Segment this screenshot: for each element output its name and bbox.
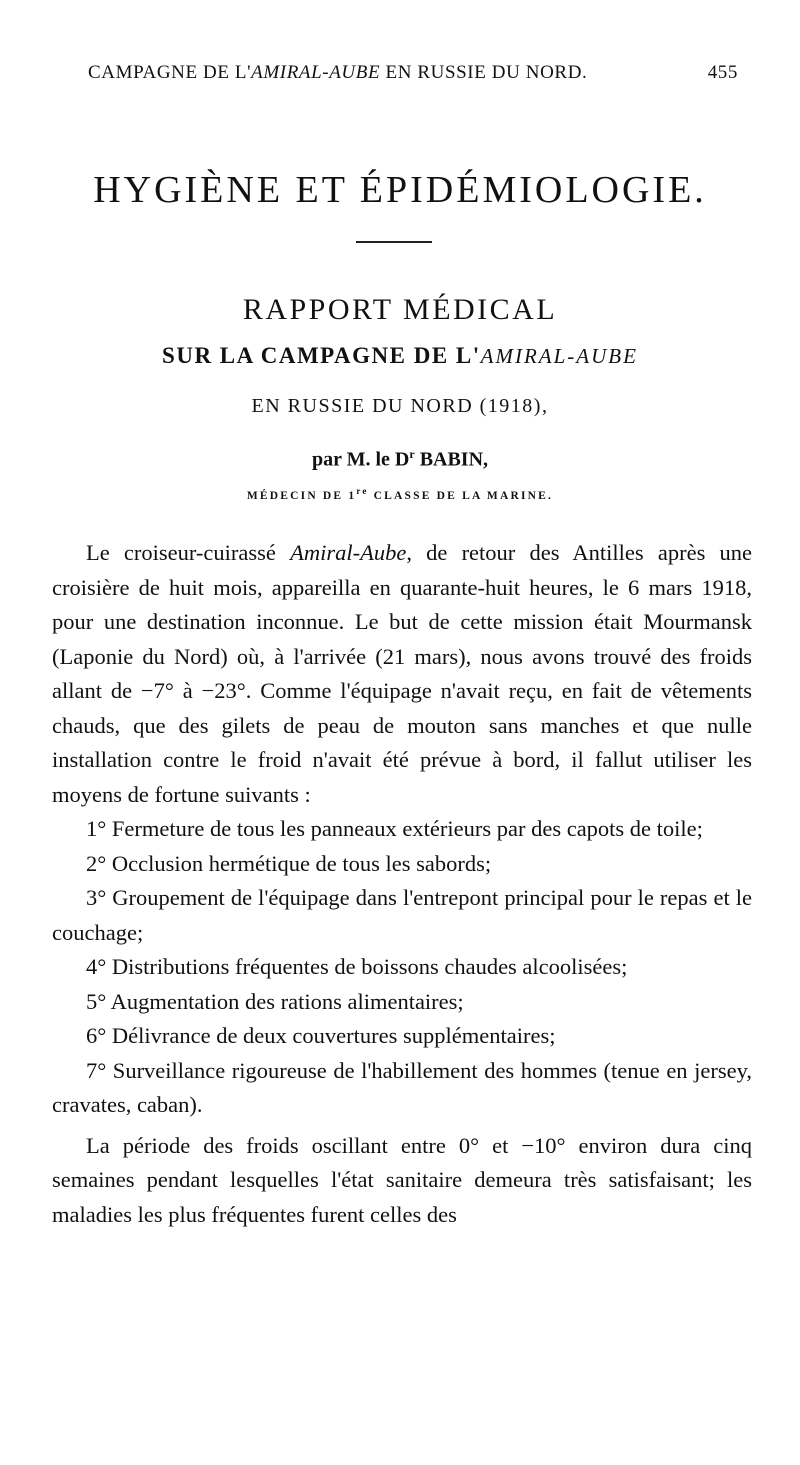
paragraph-intro-rest: , de retour des Antilles après une croisière de huit mois, appareilla en quarante-huit heures, le 6 mars 1918, pour une destination inconnue. Le but de cette mission était Mourmansk (Laponie du Nord) où, à l'arrivée (21 mars), nous avons trouvé des froids allant de −7° à −23°. Comme l'équipage n'avait reçu, en fait de vêtements chauds, que des gilets de peau de mouton sans manches et que nulle installation contre le froid n'avait été prévue à bord, il fallut utiliser les moyens de fortune suivants : <box>52 540 752 807</box>
list-item: 4° Distributions fréquentes de boissons chaudes alcoolisées; <box>86 954 628 979</box>
affiliation-sup: re <box>356 486 369 496</box>
report-subtitle-line1 <box>0 343 800 369</box>
running-head-ship-name: AMIRAL-AUBE <box>251 62 381 83</box>
list-item: 3° Groupement de l'équipage dans l'entrepont principal pour le repas et le couchage; <box>52 885 752 945</box>
author-affiliation <box>0 486 800 502</box>
byline <box>0 447 800 472</box>
list-item: 6° Délivrance de deux couvertures supplémentaires; <box>86 1023 556 1048</box>
byline-text: par M. le D <box>311 448 410 471</box>
list-item: 5° Augmentation des rations alimentaires; <box>86 988 464 1014</box>
report-subtitle-line2: EN RUSSIE DU NORD (1918), <box>251 395 549 417</box>
running-head <box>88 62 738 84</box>
byline-author: BABIN, <box>414 448 489 471</box>
running-head-text: CAMPAGNE DE L' <box>88 62 252 83</box>
report-title: RAPPORT MÉDICAL <box>242 293 558 326</box>
body-text <box>52 536 752 1232</box>
title-divider <box>356 241 432 243</box>
section-title: HYGIÈNE ET ÉPIDÉMIOLOGIE. <box>93 169 707 211</box>
subtitle-ship-name: AMIRAL-AUBE <box>480 344 638 368</box>
affiliation-text-end: CLASSE DE LA MARINE. <box>368 489 554 502</box>
list-item: 1° Fermeture de tous les panneaux extérieurs par des capots de toile; <box>86 816 703 841</box>
paragraph-ship-name: Amiral-Aube <box>290 540 407 565</box>
affiliation-text: MÉDECIN DE 1 <box>246 489 357 502</box>
byline-sup: r <box>409 447 415 461</box>
paragraph-intro <box>52 536 752 812</box>
page-number: 455 <box>707 62 738 83</box>
list-item: 7° Surveillance rigoureuse de l'habillement des hommes (tenue en jersey, cravates, caban). <box>52 1057 752 1117</box>
list-item: 2° Occlusion hermétique de tous les sabords; <box>86 850 492 876</box>
running-head-text-end: EN RUSSIE DU NORD. <box>380 62 588 83</box>
paragraph-intro-start: Le croiseur-cuirassé <box>86 540 291 565</box>
running-head-title <box>88 62 587 84</box>
subtitle-text: SUR LA CAMPAGNE DE L' <box>162 343 481 368</box>
paragraph-conclusion: La période des froids oscillant entre 0° et −10° environ dura cinq semaines pendant lesquelles l'état sanitaire demeura très satisfaisant; les maladies les plus fréquentes furent celles des <box>52 1132 752 1227</box>
